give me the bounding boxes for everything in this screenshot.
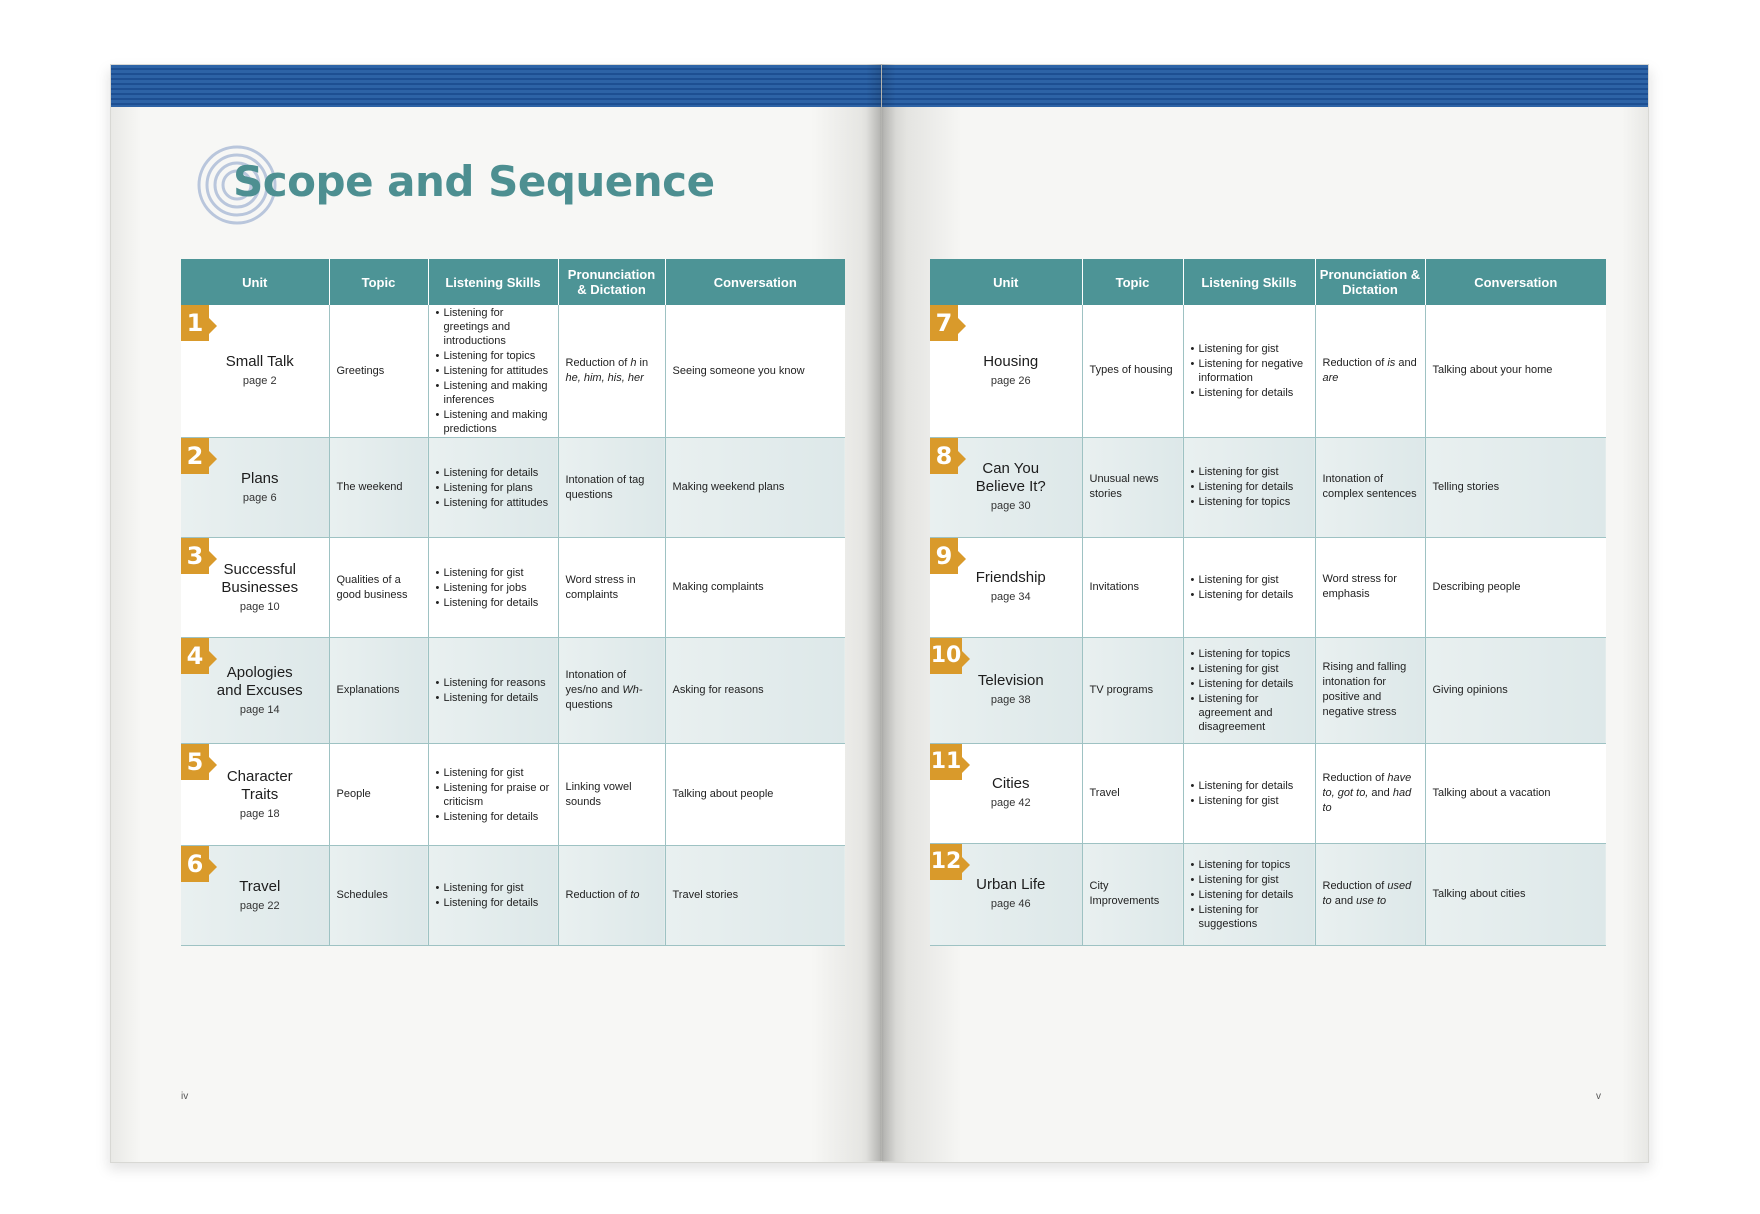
- topic-cell: TV programs: [1082, 637, 1183, 743]
- unit-cell: [181, 846, 329, 946]
- unit-title: Successful Businesses: [221, 560, 299, 596]
- table-row: [181, 438, 845, 538]
- skill-item: • Listening for agreement and disagreement: [1191, 692, 1308, 734]
- skill-item: • Listening for details: [1191, 677, 1308, 691]
- conversation-cell: Asking for reasons: [665, 638, 845, 744]
- unit-cell: [930, 305, 1082, 437]
- table-header-row: [181, 259, 845, 305]
- pronunciation-cell: Reduction of h in he, him, his, her: [558, 305, 665, 438]
- top-band: [882, 65, 1648, 107]
- scope-table-left: [181, 259, 845, 946]
- table-row: [181, 538, 845, 638]
- pronunciation-cell: Reduction of have to, got to, and had to: [1315, 743, 1425, 843]
- unit-number: 9: [935, 541, 953, 570]
- skill-item: • Listening for suggestions: [1191, 903, 1308, 931]
- unit-cell: [181, 638, 329, 744]
- header-unit: Unit: [181, 259, 329, 305]
- table-row: [181, 305, 845, 438]
- unit-number: 8: [935, 441, 953, 470]
- unit-cell: [181, 438, 329, 538]
- topic-cell: Schedules: [329, 846, 428, 946]
- skill-item: • Listening and making inferences: [436, 379, 551, 407]
- unit-cell: [930, 537, 1082, 637]
- skill-item: • Listening for topics: [1191, 495, 1308, 509]
- conversation-cell: Giving opinions: [1425, 637, 1606, 743]
- skill-item: • Listening for jobs: [436, 581, 551, 595]
- unit-number-badge: [181, 846, 217, 882]
- pronunciation-cell: Intonation of yes/no and Wh- questions: [558, 638, 665, 744]
- table-row: [181, 638, 845, 744]
- skill-item: • Listening for details: [436, 596, 551, 610]
- header-pronunciation: Pronunciation & Dictation: [558, 259, 665, 305]
- listening-cell: [1183, 843, 1315, 945]
- table-row: [930, 843, 1606, 945]
- unit-number: 12: [930, 848, 962, 874]
- page-title: Scope and Sequence: [233, 157, 715, 206]
- listening-cell: [1183, 743, 1315, 843]
- pronunciation-cell: Word stress in complaints: [558, 538, 665, 638]
- header-unit: Unit: [930, 259, 1082, 305]
- skill-item: • Listening for details: [1191, 480, 1308, 494]
- left-page: [110, 64, 883, 1163]
- unit-number-badge: [181, 538, 217, 574]
- unit-title: Cities: [991, 775, 1030, 792]
- skill-item: • Listening for negative information: [1191, 357, 1308, 385]
- topic-cell: People: [329, 744, 428, 846]
- right-page: [881, 64, 1649, 1163]
- conversation-cell: Travel stories: [665, 846, 845, 946]
- unit-number: 3: [186, 542, 204, 570]
- skill-item: • Listening for details: [436, 691, 551, 705]
- unit-cell: [930, 637, 1082, 743]
- header-conversation: Conversation: [665, 259, 845, 305]
- header-listening: Listening Skills: [428, 259, 558, 305]
- skill-item: • Listening for gist: [1191, 342, 1308, 356]
- listening-cell: [428, 438, 558, 538]
- skill-item: • Listening for topics: [436, 349, 551, 363]
- skill-item: • Listening for topics: [1191, 858, 1308, 872]
- conversation-cell: Making complaints: [665, 538, 845, 638]
- table-row: [930, 637, 1606, 743]
- unit-page: page 34: [990, 591, 1031, 603]
- topic-cell: Unusual news stories: [1082, 437, 1183, 537]
- conversation-cell: Making weekend plans: [665, 438, 845, 538]
- unit-page: page 30: [990, 500, 1031, 512]
- topic-cell: Greetings: [329, 305, 428, 438]
- skill-item: • Listening for gist: [436, 566, 551, 580]
- topic-cell: Types of housing: [1082, 305, 1183, 437]
- table-header-row: [930, 259, 1606, 305]
- topic-cell: Invitations: [1082, 537, 1183, 637]
- header-topic: Topic: [329, 259, 428, 305]
- unit-title: Can You Believe It?: [975, 460, 1046, 495]
- pronunciation-cell: Intonation of tag questions: [558, 438, 665, 538]
- unit-page: page 14: [239, 703, 280, 716]
- page-number: v: [1596, 1091, 1601, 1102]
- pronunciation-cell: Reduction of to: [558, 846, 665, 946]
- header-listening: Listening Skills: [1183, 259, 1315, 305]
- table-row: [930, 537, 1606, 637]
- skill-item: • Listening for attitudes: [436, 496, 551, 510]
- unit-page: page 2: [242, 375, 277, 387]
- table-row: [930, 437, 1606, 537]
- skill-item: • Listening for gist: [1191, 465, 1308, 479]
- unit-number: 7: [935, 309, 953, 337]
- listening-cell: [428, 744, 558, 846]
- unit-number-badge: [181, 305, 217, 341]
- skill-item: • Listening for details: [1191, 888, 1308, 902]
- topic-cell: Explanations: [329, 638, 428, 744]
- listening-cell: [428, 538, 558, 638]
- unit-title: Plans: [240, 469, 279, 487]
- unit-number-badge: [930, 538, 966, 574]
- conversation-cell: Talking about your home: [1425, 305, 1606, 437]
- pronunciation-cell: Reduction of used to and use to: [1315, 843, 1425, 945]
- unit-number: 1: [186, 309, 204, 337]
- unit-number: 11: [930, 748, 962, 774]
- unit-number-badge: [930, 438, 966, 474]
- conversation-cell: Describing people: [1425, 537, 1606, 637]
- conversation-cell: Telling stories: [1425, 437, 1606, 537]
- conversation-cell: Talking about people: [665, 744, 845, 846]
- skill-item: • Listening for gist: [1191, 873, 1308, 887]
- skill-item: • Listening for praise or criticism: [436, 781, 551, 809]
- listening-cell: [1183, 305, 1315, 437]
- unit-title: Television: [977, 672, 1044, 689]
- listening-cell: [1183, 637, 1315, 743]
- skill-item: • Listening for gist: [1191, 794, 1308, 808]
- listening-cell: [428, 305, 558, 438]
- unit-number: 5: [186, 748, 204, 776]
- scope-table-right: [930, 259, 1606, 946]
- unit-title: Apologies and Excuses: [216, 663, 303, 699]
- listening-cell: [428, 846, 558, 946]
- unit-page: page 6: [242, 491, 277, 504]
- skill-item: • Listening for details: [436, 810, 551, 824]
- unit-cell: [930, 743, 1082, 843]
- page-number: iv: [181, 1091, 189, 1102]
- table-row: [930, 743, 1606, 843]
- unit-title: Character Traits: [226, 767, 293, 803]
- pronunciation-cell: Intonation of complex sentences: [1315, 437, 1425, 537]
- skill-item: • Listening for details: [436, 896, 551, 910]
- unit-page: page 26: [990, 374, 1031, 387]
- header-pronunciation: Pronunciation & Dictation: [1315, 259, 1425, 305]
- skill-item: • Listening for gist: [1191, 573, 1308, 587]
- skill-item: • Listening for gist: [436, 766, 551, 780]
- unit-number-badge: [930, 744, 966, 780]
- unit-title: Housing: [983, 352, 1039, 370]
- unit-number: 2: [186, 442, 204, 470]
- unit-number-badge: [930, 844, 966, 880]
- unit-title: Urban Life: [976, 876, 1046, 893]
- listening-cell: [428, 638, 558, 744]
- table-row: [181, 846, 845, 946]
- title-block: [195, 139, 715, 239]
- skill-item: • Listening for details: [1191, 386, 1308, 400]
- header-conversation: Conversation: [1425, 259, 1606, 305]
- unit-number: 10: [930, 642, 962, 668]
- topic-cell: Travel: [1082, 743, 1183, 843]
- unit-cell: [181, 305, 329, 438]
- skill-item: • Listening for topics: [1191, 647, 1308, 661]
- topic-cell: City Improvements: [1082, 843, 1183, 945]
- table-row: [930, 305, 1606, 437]
- unit-number-badge: [930, 305, 966, 341]
- skill-item: • Listening for details: [436, 466, 551, 480]
- table-row: [181, 744, 845, 846]
- unit-page: page 18: [239, 807, 280, 820]
- unit-page: page 22: [239, 899, 280, 912]
- skill-item: • Listening for gist: [1191, 662, 1308, 676]
- listening-cell: [1183, 537, 1315, 637]
- header-topic: Topic: [1082, 259, 1183, 305]
- unit-title: Small Talk: [225, 353, 294, 370]
- unit-cell: [181, 744, 329, 846]
- unit-title: Friendship: [975, 569, 1046, 586]
- pronunciation-cell: Rising and falling intonation for positive and negative stress: [1315, 637, 1425, 743]
- top-band: [111, 65, 882, 107]
- skill-item: • Listening for gist: [436, 881, 551, 895]
- unit-page: page 10: [239, 600, 280, 613]
- topic-cell: The weekend: [329, 438, 428, 538]
- topic-cell: Qualities of a good business: [329, 538, 428, 638]
- conversation-cell: Seeing someone you know: [665, 305, 845, 438]
- pronunciation-cell: Reduction of is and are: [1315, 305, 1425, 437]
- unit-title: Travel: [239, 877, 281, 895]
- conversation-cell: Talking about cities: [1425, 843, 1606, 945]
- skill-item: • Listening for greetings and introductions: [436, 306, 551, 348]
- pronunciation-cell: Linking vowel sounds: [558, 744, 665, 846]
- unit-cell: [930, 437, 1082, 537]
- skill-item: • Listening for details: [1191, 588, 1308, 602]
- skill-item: • Listening and making predictions: [436, 408, 551, 436]
- skill-item: • Listening for attitudes: [436, 364, 551, 378]
- unit-number-badge: [181, 438, 217, 474]
- unit-number: 6: [186, 850, 204, 878]
- unit-cell: [930, 843, 1082, 945]
- unit-number-badge: [181, 744, 217, 780]
- listening-cell: [1183, 437, 1315, 537]
- unit-number-badge: [181, 638, 217, 674]
- unit-cell: [181, 538, 329, 638]
- skill-item: • Listening for reasons: [436, 676, 551, 690]
- unit-number: 4: [186, 642, 204, 670]
- skill-item: • Listening for details: [1191, 779, 1308, 793]
- unit-page: page 42: [990, 797, 1031, 809]
- pronunciation-cell: Word stress for emphasis: [1315, 537, 1425, 637]
- unit-number-badge: [930, 638, 966, 674]
- skill-item: • Listening for plans: [436, 481, 551, 495]
- unit-page: page 38: [990, 694, 1031, 706]
- conversation-cell: Talking about a vacation: [1425, 743, 1606, 843]
- unit-page: page 46: [990, 898, 1031, 910]
